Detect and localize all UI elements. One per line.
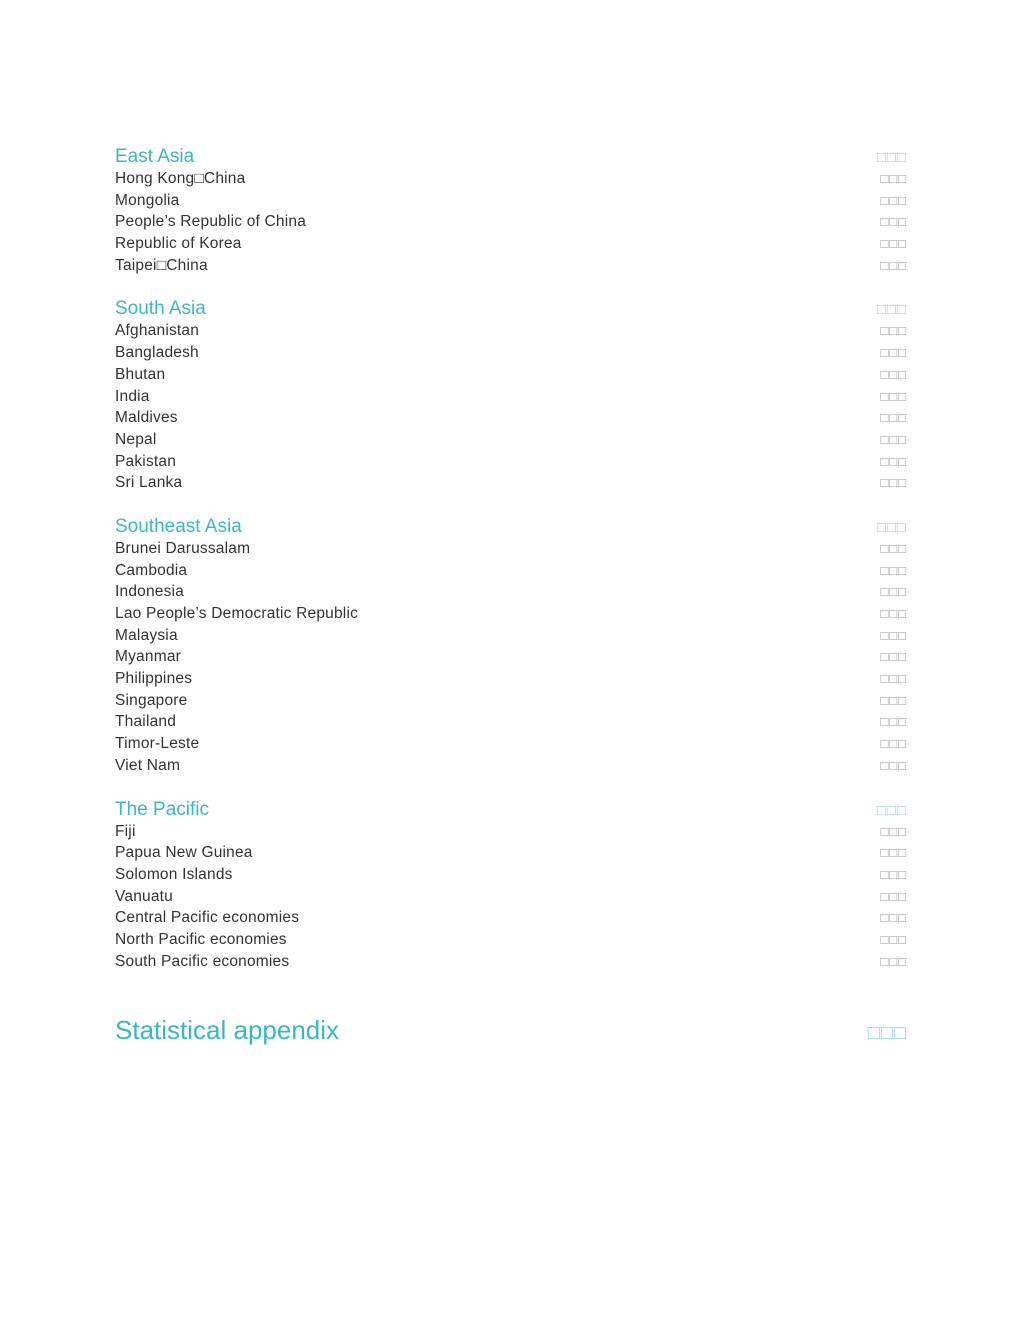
toc-section-east-asia (115, 146, 907, 278)
entry-label: Nepal (115, 430, 157, 448)
section-page-number: □□□ (876, 301, 907, 319)
appendix-title: Statistical appendix (115, 1015, 340, 1045)
toc-entry-korea[interactable] (115, 235, 907, 257)
entry-label: Vanuatu (115, 887, 173, 905)
toc-entry-bhutan[interactable] (115, 366, 907, 388)
toc-entry-prc[interactable] (115, 213, 907, 235)
toc-section-the-pacific (115, 799, 907, 975)
toc-entry-viet-nam[interactable] (115, 757, 907, 779)
appendix-page-number: □□□ (867, 1022, 907, 1044)
entry-label: Mongolia (115, 191, 180, 209)
section-heading-south-asia[interactable] (115, 298, 907, 322)
entry-label: Philippines (115, 670, 193, 688)
toc-entry-lao-pdr[interactable] (115, 605, 907, 627)
toc-entry-solomon-islands[interactable] (115, 866, 907, 888)
entry-page-number: □□□ (880, 888, 907, 904)
entry-page-number: □□□ (880, 823, 907, 839)
entry-page-number: □□□ (880, 692, 907, 708)
toc-entry-india[interactable] (115, 388, 907, 410)
toc-entry-sri-lanka[interactable] (115, 474, 907, 496)
entry-label: Hong Kong□China (115, 170, 246, 187)
section-heading-southeast-asia[interactable] (115, 516, 907, 540)
entry-label: Bhutan (115, 365, 166, 383)
section-title: South Asia (115, 298, 206, 320)
entry-page-number: □□□ (880, 388, 907, 404)
section-heading-the-pacific[interactable] (115, 799, 907, 823)
toc-entry-bangladesh[interactable] (115, 344, 907, 366)
section-page-number: □□□ (876, 149, 907, 166)
toc-entry-papua-new-guinea[interactable] (115, 844, 907, 866)
entry-page-number: □□□ (880, 627, 907, 643)
toc-entry-philippines[interactable] (115, 670, 907, 692)
entry-page-number: □□□ (880, 236, 907, 252)
entry-page-number: □□□ (880, 736, 907, 752)
toc-entry-timor-leste[interactable] (115, 735, 907, 757)
entry-label: Sri Lanka (115, 474, 183, 492)
entry-page-number: □□□ (880, 931, 907, 947)
entry-page-number: □□□ (880, 866, 907, 882)
toc-entry-fiji[interactable] (115, 823, 907, 845)
toc-section-southeast-asia (115, 516, 907, 779)
section-title: The Pacific (115, 798, 209, 820)
toc-entry-thailand[interactable] (115, 713, 907, 735)
entry-label: Pakistan (115, 452, 177, 470)
section-title: East Asia (115, 146, 195, 167)
entry-label: Fiji (115, 822, 136, 840)
entry-page-number: □□□ (880, 671, 907, 687)
toc-entry-afghanistan[interactable] (115, 322, 907, 344)
entry-page-number: □□□ (880, 606, 907, 621)
section-page-number: □□□ (876, 801, 907, 819)
entry-page-number: □□□ (880, 192, 907, 208)
entry-page-number: □□□ (880, 171, 907, 186)
entry-label: Viet Nam (115, 756, 181, 774)
toc-entry-mongolia[interactable] (115, 192, 907, 214)
entry-label: North Pacific economies (115, 930, 287, 948)
entry-page-number: □□□ (880, 757, 907, 773)
section-title: Southeast Asia (115, 515, 242, 537)
entry-page-number: □□□ (880, 345, 907, 361)
entry-label: Myanmar (115, 648, 181, 666)
toc-entry-central-pacific[interactable] (115, 909, 907, 931)
entry-label: Maldives (115, 409, 178, 427)
entry-label: Central Pacific economies (115, 909, 300, 927)
entry-page-number: □□□ (880, 410, 907, 426)
toc-entry-south-pacific[interactable] (115, 953, 907, 975)
entry-page-number: □□□ (880, 649, 907, 665)
entry-page-number: □□□ (880, 540, 907, 556)
entry-label: Republic of Korea (115, 235, 242, 253)
entry-page-number: □□□ (880, 562, 907, 578)
entry-page-number: □□□ (880, 475, 907, 491)
toc-entry-brunei[interactable] (115, 540, 907, 562)
toc-entry-malaysia[interactable] (115, 627, 907, 649)
toc-entry-singapore[interactable] (115, 692, 907, 714)
entry-label: Taipei□China (115, 256, 208, 274)
entry-page-number: □□□ (880, 431, 907, 447)
toc-entry-maldives[interactable] (115, 409, 907, 431)
toc-entry-pakistan[interactable] (115, 453, 907, 475)
entry-page-number: □□□ (880, 910, 907, 926)
entry-label: People’s Republic of China (115, 213, 307, 231)
entry-page-number: □□□ (880, 714, 907, 730)
entry-label: Indonesia (115, 583, 185, 601)
entry-label: Thailand (115, 713, 177, 731)
entry-label: South Pacific economies (115, 952, 290, 970)
toc-entry-nepal[interactable] (115, 431, 907, 453)
toc-entry-hong-kong-china[interactable] (115, 170, 907, 192)
entry-label: Solomon Islands (115, 865, 233, 883)
toc-entry-indonesia[interactable] (115, 583, 907, 605)
entry-page-number: □□□ (880, 366, 907, 382)
entry-label: Malaysia (115, 626, 178, 644)
toc-entry-myanmar[interactable] (115, 648, 907, 670)
section-heading-east-asia[interactable] (115, 146, 907, 170)
entry-page-number: □□□ (880, 845, 907, 861)
entry-page-number: □□□ (880, 453, 907, 469)
toc-entry-vanuatu[interactable] (115, 888, 907, 910)
entry-label: Singapore (115, 691, 188, 709)
entry-label: Timor-Leste (115, 735, 200, 753)
entry-label: Lao People’s Democratic Republic (115, 605, 359, 622)
toc-entry-taipei-china[interactable] (115, 257, 907, 279)
entry-label: Cambodia (115, 561, 188, 579)
toc-statistical-appendix[interactable] (115, 1015, 907, 1051)
table-of-contents (115, 146, 907, 994)
entry-page-number: □□□ (880, 214, 907, 230)
entry-label: Papua New Guinea (115, 844, 253, 862)
section-page-number: □□□ (876, 518, 907, 536)
entry-label: Afghanistan (115, 322, 200, 340)
toc-entry-cambodia[interactable] (115, 562, 907, 584)
entry-label: India (115, 387, 150, 405)
entry-label: Bangladesh (115, 344, 199, 362)
entry-page-number: □□□ (880, 953, 907, 969)
entry-page-number: □□□ (880, 323, 907, 339)
entry-page-number: □□□ (880, 257, 907, 273)
toc-entry-north-pacific[interactable] (115, 931, 907, 953)
toc-section-south-asia (115, 298, 907, 496)
entry-page-number: □□□ (880, 584, 907, 600)
entry-label: Brunei Darussalam (115, 539, 251, 557)
